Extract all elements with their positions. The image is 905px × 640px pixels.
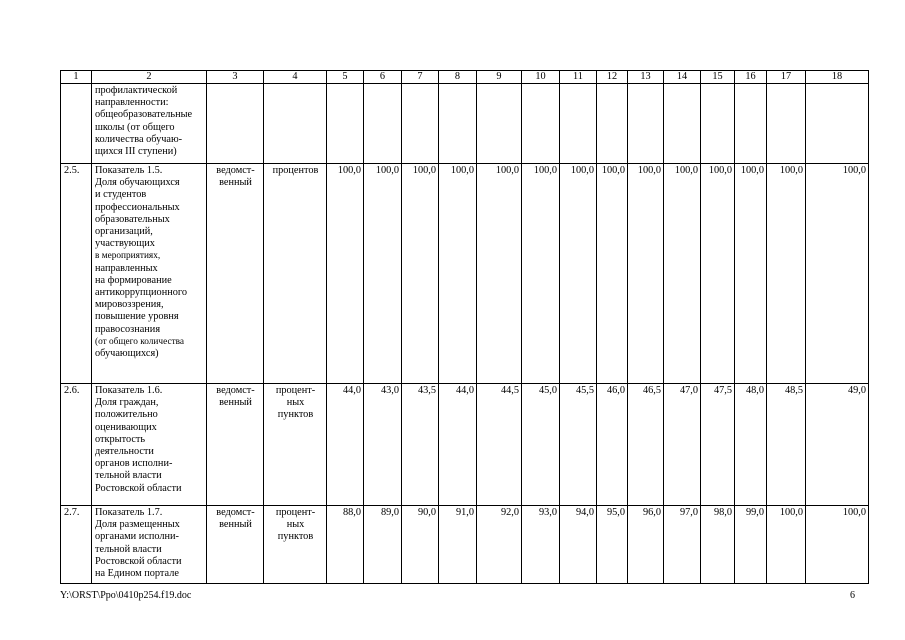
value-cell: 100,0 bbox=[806, 506, 869, 584]
row-number: 2.7. bbox=[61, 506, 92, 584]
indicator-name: Показатель 1.5. Доля обучающихся и студентов профессиональных образовательных организаций, участвующих в мероприятиях, направленных на формирование антикоррупционного мировоззрения, повышение уровня правосознания (от общего количества обучающихся) bbox=[92, 164, 207, 384]
row-number bbox=[61, 84, 92, 164]
footer-file-path: Y:\ORST\Ppo\0410p254.f19.doc bbox=[60, 590, 192, 601]
value-cell: 93,0 bbox=[522, 506, 560, 584]
indicators-table bbox=[60, 70, 869, 584]
value-cell: 100,0 bbox=[560, 164, 597, 384]
column-number: 11 bbox=[560, 71, 597, 84]
value-cell: 92,0 bbox=[477, 506, 522, 584]
value-cell: 94,0 bbox=[560, 506, 597, 584]
value-cell: 48,0 bbox=[735, 384, 767, 506]
column-number: 18 bbox=[806, 71, 869, 84]
value-cell bbox=[767, 84, 806, 164]
column-number: 6 bbox=[364, 71, 402, 84]
table-row bbox=[61, 164, 869, 384]
page-number: 6 bbox=[850, 590, 855, 601]
value-cell bbox=[477, 84, 522, 164]
value-cell: 100,0 bbox=[628, 164, 664, 384]
indicator-type: ведомст- венный bbox=[207, 506, 264, 584]
value-cell: 100,0 bbox=[806, 164, 869, 384]
value-cell: 89,0 bbox=[364, 506, 402, 584]
column-number: 2 bbox=[92, 71, 207, 84]
column-number: 5 bbox=[327, 71, 364, 84]
value-cell: 44,5 bbox=[477, 384, 522, 506]
value-cell: 95,0 bbox=[597, 506, 628, 584]
value-cell: 100,0 bbox=[327, 164, 364, 384]
value-cell bbox=[628, 84, 664, 164]
unit: процент- ных пунктов bbox=[264, 506, 327, 584]
indicator-type bbox=[207, 84, 264, 164]
value-cell bbox=[439, 84, 477, 164]
column-number: 1 bbox=[61, 71, 92, 84]
value-cell: 43,0 bbox=[364, 384, 402, 506]
column-number: 8 bbox=[439, 71, 477, 84]
table-row bbox=[61, 84, 869, 164]
value-cell bbox=[597, 84, 628, 164]
value-cell: 96,0 bbox=[628, 506, 664, 584]
indicator-name: Показатель 1.7. Доля размещенных органами исполни- тельной власти Ростовской области на Едином портале bbox=[92, 506, 207, 584]
value-cell: 100,0 bbox=[735, 164, 767, 384]
value-cell: 100,0 bbox=[364, 164, 402, 384]
value-cell bbox=[560, 84, 597, 164]
value-cell: 90,0 bbox=[402, 506, 439, 584]
table-row bbox=[61, 506, 869, 584]
row-number: 2.6. bbox=[61, 384, 92, 506]
value-cell: 100,0 bbox=[767, 164, 806, 384]
indicator-name: профилактической направленности: общеобразовательные школы (от общего количества обучаю- щихся III ступени) bbox=[92, 84, 207, 164]
value-cell: 100,0 bbox=[597, 164, 628, 384]
value-cell: 47,5 bbox=[701, 384, 735, 506]
column-number: 16 bbox=[735, 71, 767, 84]
column-number: 17 bbox=[767, 71, 806, 84]
column-number: 14 bbox=[664, 71, 701, 84]
column-number: 9 bbox=[477, 71, 522, 84]
column-number: 15 bbox=[701, 71, 735, 84]
value-cell bbox=[701, 84, 735, 164]
unit: процент- ных пунктов bbox=[264, 384, 327, 506]
column-number: 3 bbox=[207, 71, 264, 84]
column-number: 12 bbox=[597, 71, 628, 84]
value-cell: 100,0 bbox=[767, 506, 806, 584]
value-cell bbox=[402, 84, 439, 164]
value-cell: 45,5 bbox=[560, 384, 597, 506]
value-cell: 100,0 bbox=[477, 164, 522, 384]
value-cell: 43,5 bbox=[402, 384, 439, 506]
value-cell: 47,0 bbox=[664, 384, 701, 506]
indicator-type: ведомст- венный bbox=[207, 384, 264, 506]
value-cell: 46,0 bbox=[597, 384, 628, 506]
value-cell: 100,0 bbox=[522, 164, 560, 384]
value-cell: 44,0 bbox=[327, 384, 364, 506]
value-cell bbox=[806, 84, 869, 164]
table-row bbox=[61, 384, 869, 506]
unit bbox=[264, 84, 327, 164]
value-cell: 44,0 bbox=[439, 384, 477, 506]
value-cell: 97,0 bbox=[664, 506, 701, 584]
column-number: 4 bbox=[264, 71, 327, 84]
value-cell: 46,5 bbox=[628, 384, 664, 506]
column-number: 7 bbox=[402, 71, 439, 84]
value-cell bbox=[735, 84, 767, 164]
row-number: 2.5. bbox=[61, 164, 92, 384]
indicator-name: Показатель 1.6. Доля граждан, положительно оценивающих открытость деятельности органов исполни- тельной власти Ростовской области bbox=[92, 384, 207, 506]
value-cell: 49,0 bbox=[806, 384, 869, 506]
value-cell: 88,0 bbox=[327, 506, 364, 584]
value-cell: 100,0 bbox=[402, 164, 439, 384]
value-cell: 100,0 bbox=[701, 164, 735, 384]
value-cell: 45,0 bbox=[522, 384, 560, 506]
value-cell bbox=[522, 84, 560, 164]
value-cell bbox=[327, 84, 364, 164]
column-number: 10 bbox=[522, 71, 560, 84]
value-cell: 100,0 bbox=[664, 164, 701, 384]
column-number-row bbox=[61, 71, 869, 84]
value-cell bbox=[364, 84, 402, 164]
unit: процентов bbox=[264, 164, 327, 384]
value-cell: 98,0 bbox=[701, 506, 735, 584]
column-number: 13 bbox=[628, 71, 664, 84]
value-cell: 91,0 bbox=[439, 506, 477, 584]
value-cell: 99,0 bbox=[735, 506, 767, 584]
value-cell: 48,5 bbox=[767, 384, 806, 506]
value-cell: 100,0 bbox=[439, 164, 477, 384]
value-cell bbox=[664, 84, 701, 164]
indicator-type: ведомст- венный bbox=[207, 164, 264, 384]
